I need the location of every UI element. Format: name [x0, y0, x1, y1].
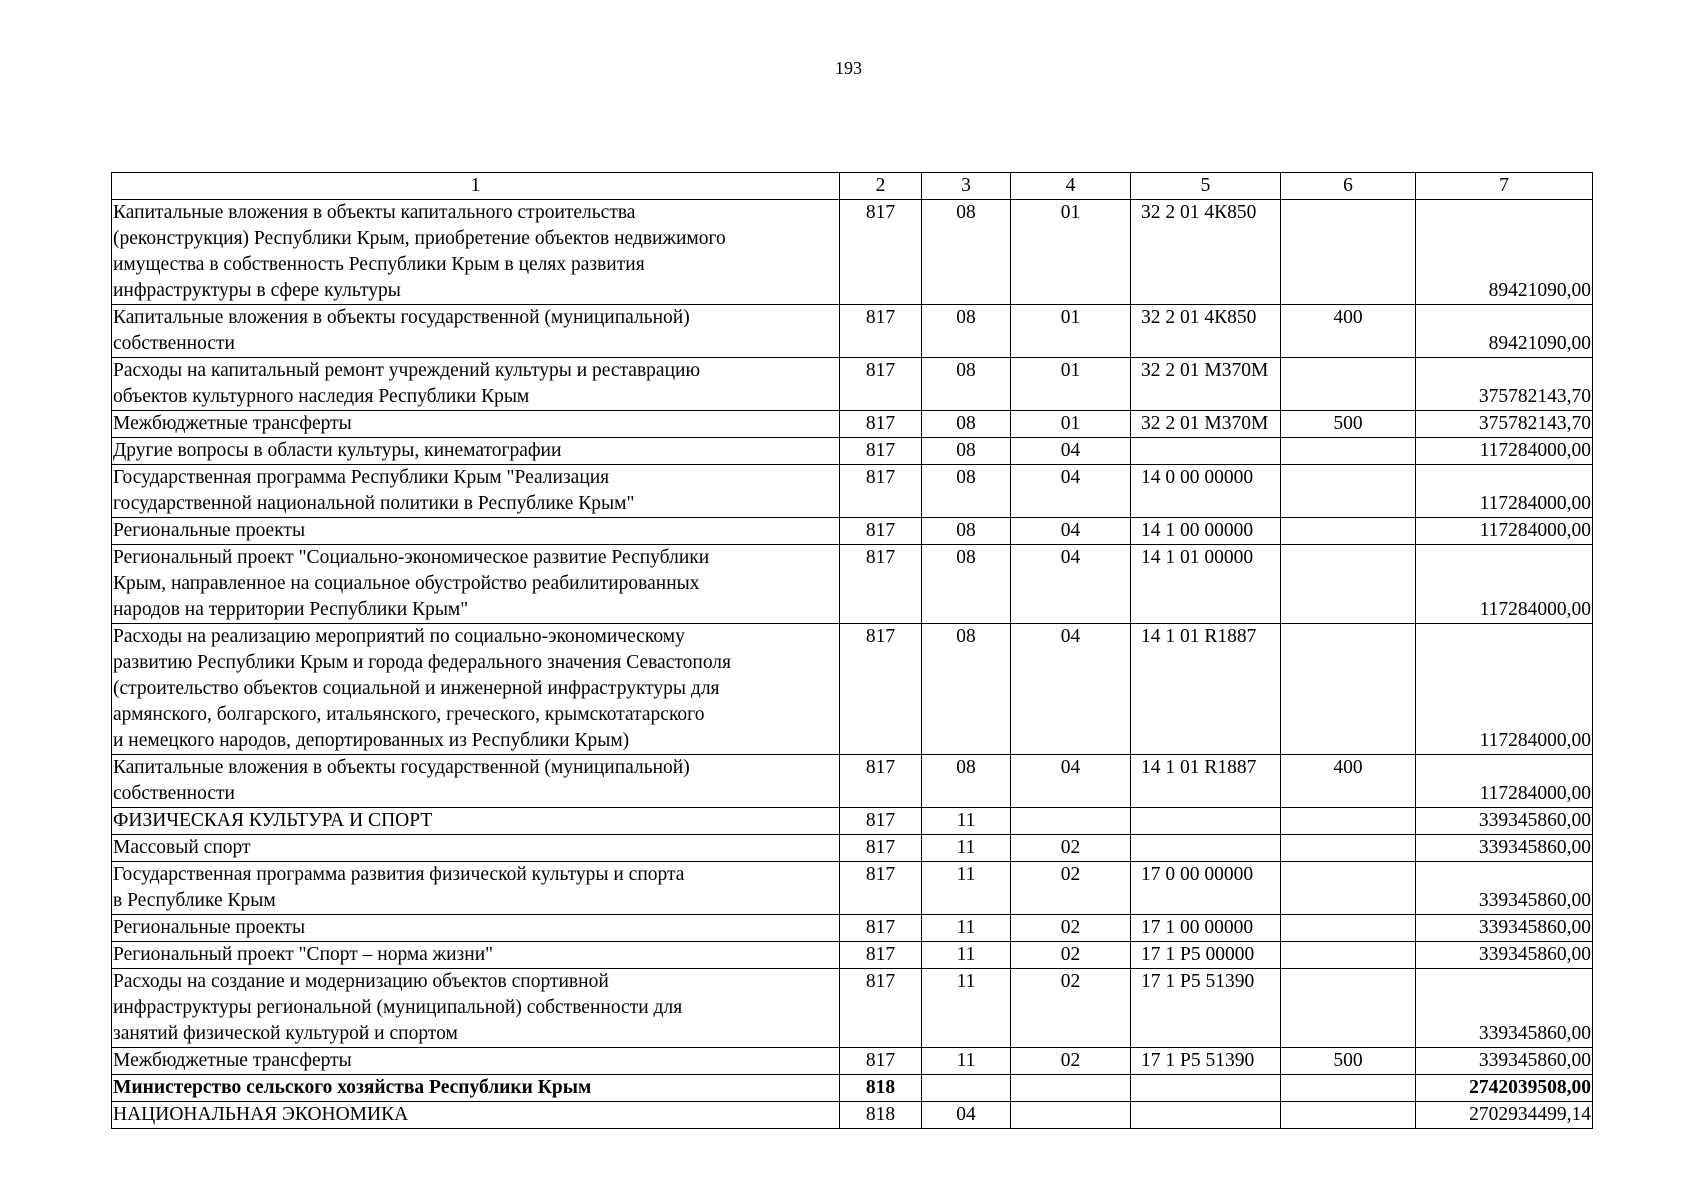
amount-cell: 375782143,70 — [1416, 358, 1593, 411]
ministry-code-cell: 817 — [840, 545, 922, 624]
ministry-code-cell: 817 — [840, 862, 922, 915]
description-line: развитию Республики Крым и города федерального значения Севастополя — [113, 652, 732, 673]
description-cell — [112, 915, 840, 942]
description-line: Государственная программа развития физической культуры и спорта — [113, 864, 685, 885]
section-code-cell: 08 — [922, 200, 1011, 305]
column-header-1: 1 — [112, 173, 840, 200]
table-row — [112, 438, 1593, 465]
ministry-code-cell: 817 — [840, 624, 922, 755]
ministry-code-cell: 817 — [840, 465, 922, 518]
table-row — [112, 358, 1593, 411]
column-header-3: 3 — [922, 173, 1011, 200]
subsection-code-cell: 01 — [1011, 358, 1131, 411]
table-row — [112, 915, 1593, 942]
description-line: Капитальные вложения в объекты капитального строительства — [113, 202, 636, 223]
subsection-code-cell: 04 — [1011, 438, 1131, 465]
subsection-code-cell: 02 — [1011, 942, 1131, 969]
subsection-code-cell — [1011, 1102, 1131, 1129]
description-line: Расходы на реализацию мероприятий по социально-экономическому — [113, 626, 685, 647]
ministry-code-cell: 817 — [840, 1048, 922, 1075]
description-line: Крым, направленное на социальное обустройство реабилитированных — [113, 573, 700, 594]
description-line: Расходы на создание и модернизацию объектов спортивной — [113, 971, 609, 992]
column-header-5: 5 — [1131, 173, 1281, 200]
table-row — [112, 942, 1593, 969]
column-header-2: 2 — [840, 173, 922, 200]
table-row — [112, 1075, 1593, 1102]
description-cell — [112, 755, 840, 808]
ministry-code-cell: 817 — [840, 200, 922, 305]
expense-type-cell — [1281, 1075, 1416, 1102]
expense-type-cell — [1281, 1102, 1416, 1129]
subsection-code-cell: 02 — [1011, 915, 1131, 942]
target-article-cell: 32 2 01 4К850 — [1131, 305, 1281, 358]
target-article-cell: 32 2 01 4К850 — [1131, 200, 1281, 305]
description-cell — [112, 1102, 840, 1129]
expense-type-cell — [1281, 862, 1416, 915]
description-line: Массовый спорт — [113, 837, 251, 858]
section-code-cell: 11 — [922, 1048, 1011, 1075]
section-code-cell: 11 — [922, 835, 1011, 862]
table-row — [112, 200, 1593, 305]
target-article-cell — [1131, 835, 1281, 862]
target-article-cell: 17 0 00 00000 — [1131, 862, 1281, 915]
section-code-cell: 08 — [922, 411, 1011, 438]
description-cell — [112, 969, 840, 1048]
amount-cell: 339345860,00 — [1416, 969, 1593, 1048]
page-number: 193 — [835, 58, 862, 78]
amount-cell: 117284000,00 — [1416, 518, 1593, 545]
target-article-cell — [1131, 808, 1281, 835]
subsection-code-cell: 04 — [1011, 545, 1131, 624]
expense-type-cell: 400 — [1281, 755, 1416, 808]
section-code-cell: 11 — [922, 808, 1011, 835]
amount-cell: 375782143,70 — [1416, 411, 1593, 438]
description-line: Капитальные вложения в объекты государственной (муниципальной) — [113, 307, 690, 328]
ministry-code-cell: 817 — [840, 915, 922, 942]
description-cell — [112, 411, 840, 438]
description-line: занятий физической культурой и спортом — [113, 1023, 458, 1044]
description-line: Региональные проекты — [113, 917, 306, 938]
ministry-code-cell: 817 — [840, 438, 922, 465]
description-line: в Республике Крым — [113, 890, 276, 911]
description-line: Межбюджетные трансферты — [113, 413, 352, 434]
table-row — [112, 411, 1593, 438]
subsection-code-cell: 01 — [1011, 200, 1131, 305]
amount-cell: 339345860,00 — [1416, 942, 1593, 969]
expense-type-cell — [1281, 942, 1416, 969]
target-article-cell: 14 1 01 R1887 — [1131, 624, 1281, 755]
section-code-cell: 11 — [922, 862, 1011, 915]
ministry-code-cell: 817 — [840, 518, 922, 545]
description-line: народов на территории Республики Крым" — [113, 599, 469, 620]
table-row — [112, 518, 1593, 545]
description-cell — [112, 200, 840, 305]
table-row — [112, 1102, 1593, 1129]
target-article-cell: 14 1 00 00000 — [1131, 518, 1281, 545]
subsection-code-cell: 02 — [1011, 835, 1131, 862]
description-line: Государственная программа Республики Крым "Реализация — [113, 467, 610, 488]
description-cell — [112, 358, 840, 411]
section-code-cell: 08 — [922, 465, 1011, 518]
amount-cell: 2702934499,14 — [1416, 1102, 1593, 1129]
expense-type-cell — [1281, 200, 1416, 305]
expense-type-cell: 500 — [1281, 411, 1416, 438]
amount-cell: 117284000,00 — [1416, 465, 1593, 518]
description-line: НАЦИОНАЛЬНАЯ ЭКОНОМИКА — [113, 1104, 409, 1125]
subsection-code-cell: 02 — [1011, 862, 1131, 915]
description-cell — [112, 545, 840, 624]
expense-type-cell — [1281, 545, 1416, 624]
section-code-cell: 08 — [922, 438, 1011, 465]
description-line: Другие вопросы в области культуры, кинематографии — [113, 440, 562, 461]
table-row — [112, 969, 1593, 1048]
section-code-cell: 08 — [922, 358, 1011, 411]
header-row — [112, 173, 1593, 200]
ministry-code-cell: 817 — [840, 835, 922, 862]
table-row — [112, 808, 1593, 835]
section-code-cell: 08 — [922, 518, 1011, 545]
ministry-code-cell: 817 — [840, 305, 922, 358]
target-article-cell: 32 2 01 М370М — [1131, 358, 1281, 411]
column-header-4: 4 — [1011, 173, 1131, 200]
column-header-7: 7 — [1416, 173, 1593, 200]
description-cell — [112, 835, 840, 862]
amount-cell: 339345860,00 — [1416, 915, 1593, 942]
amount-cell: 89421090,00 — [1416, 305, 1593, 358]
amount-cell: 117284000,00 — [1416, 755, 1593, 808]
amount-cell: 339345860,00 — [1416, 808, 1593, 835]
amount-cell: 117284000,00 — [1416, 438, 1593, 465]
target-article-cell: 17 1 Р5 51390 — [1131, 1048, 1281, 1075]
ministry-code-cell: 817 — [840, 969, 922, 1048]
section-code-cell: 08 — [922, 624, 1011, 755]
subsection-code-cell: 01 — [1011, 305, 1131, 358]
expense-type-cell: 400 — [1281, 305, 1416, 358]
description-line: государственной национальной политики в Республике Крым" — [113, 493, 635, 514]
section-code-cell: 08 — [922, 755, 1011, 808]
description-line: Капитальные вложения в объекты государственной (муниципальной) — [113, 757, 690, 778]
amount-cell: 117284000,00 — [1416, 624, 1593, 755]
expense-type-cell — [1281, 518, 1416, 545]
subsection-code-cell — [1011, 1075, 1131, 1102]
subsection-code-cell: 02 — [1011, 969, 1131, 1048]
table-row — [112, 465, 1593, 518]
ministry-code-cell: 817 — [840, 411, 922, 438]
subsection-code-cell: 04 — [1011, 465, 1131, 518]
amount-cell: 339345860,00 — [1416, 1048, 1593, 1075]
description-line: Расходы на капитальный ремонт учреждений культуры и реставрацию — [113, 360, 701, 381]
subsection-code-cell: 01 — [1011, 411, 1131, 438]
description-cell — [112, 465, 840, 518]
target-article-cell: 17 1 Р5 00000 — [1131, 942, 1281, 969]
description-line: армянского, болгарского, итальянского, греческого, крымскотатарского — [113, 704, 705, 725]
target-article-cell: 14 1 01 00000 — [1131, 545, 1281, 624]
description-line: имущества в собственность Республики Крым в целях развития — [113, 254, 645, 275]
description-cell — [112, 518, 840, 545]
section-code-cell: 11 — [922, 969, 1011, 1048]
description-cell — [112, 624, 840, 755]
description-cell — [112, 808, 840, 835]
ministry-code-cell: 817 — [840, 755, 922, 808]
ministry-code-cell: 817 — [840, 358, 922, 411]
description-cell — [112, 438, 840, 465]
target-article-cell: 17 1 Р5 51390 — [1131, 969, 1281, 1048]
target-article-cell — [1131, 1075, 1281, 1102]
description-line: и немецкого народов, депортированных из Республики Крым) — [113, 730, 630, 751]
expense-type-cell — [1281, 969, 1416, 1048]
subsection-code-cell — [1011, 808, 1131, 835]
section-code-cell: 04 — [922, 1102, 1011, 1129]
description-line: собственности — [113, 783, 235, 804]
amount-cell: 339345860,00 — [1416, 862, 1593, 915]
amount-cell: 2742039508,00 — [1416, 1075, 1593, 1102]
expense-type-cell — [1281, 808, 1416, 835]
target-article-cell: 32 2 01 М370М — [1131, 411, 1281, 438]
table-row — [112, 755, 1593, 808]
expense-type-cell — [1281, 624, 1416, 755]
description-line: Министерство сельского хозяйства Республики Крым — [113, 1077, 592, 1098]
amount-cell: 339345860,00 — [1416, 835, 1593, 862]
table-row — [112, 862, 1593, 915]
description-line: ФИЗИЧЕСКАЯ КУЛЬТУРА И СПОРТ — [113, 810, 433, 831]
column-header-6: 6 — [1281, 173, 1416, 200]
table-row — [112, 1048, 1593, 1075]
target-article-cell: 14 0 00 00000 — [1131, 465, 1281, 518]
section-code-cell: 08 — [922, 545, 1011, 624]
description-line: Региональный проект "Спорт – норма жизни" — [113, 944, 494, 965]
subsection-code-cell: 04 — [1011, 518, 1131, 545]
description-line: инфраструктуры региональной (муниципальной) собственности для — [113, 997, 683, 1018]
table-row — [112, 545, 1593, 624]
description-line: Региональный проект "Социально-экономическое развитие Республики — [113, 547, 710, 568]
expense-type-cell — [1281, 835, 1416, 862]
subsection-code-cell: 04 — [1011, 624, 1131, 755]
description-cell — [112, 862, 840, 915]
section-code-cell: 11 — [922, 915, 1011, 942]
target-article-cell: 14 1 01 R1887 — [1131, 755, 1281, 808]
description-cell — [112, 1048, 840, 1075]
description-cell — [112, 942, 840, 969]
ministry-code-cell: 818 — [840, 1102, 922, 1129]
section-code-cell: 11 — [922, 942, 1011, 969]
table-row — [112, 305, 1593, 358]
target-article-cell — [1131, 1102, 1281, 1129]
ministry-code-cell: 817 — [840, 942, 922, 969]
description-line: Межбюджетные трансферты — [113, 1050, 352, 1071]
subsection-code-cell: 02 — [1011, 1048, 1131, 1075]
expense-type-cell — [1281, 465, 1416, 518]
subsection-code-cell: 04 — [1011, 755, 1131, 808]
table-row — [112, 624, 1593, 755]
description-line: (строительство объектов социальной и инженерной инфраструктуры для — [113, 678, 720, 699]
target-article-cell — [1131, 438, 1281, 465]
target-article-cell: 17 1 00 00000 — [1131, 915, 1281, 942]
expense-type-cell — [1281, 915, 1416, 942]
description-cell — [112, 1075, 840, 1102]
expense-type-cell: 500 — [1281, 1048, 1416, 1075]
description-line: объектов культурного наследия Республики Крым — [113, 386, 530, 407]
table-row — [112, 835, 1593, 862]
description-line: (реконструкция) Республики Крым, приобретение объектов недвижимого — [113, 228, 726, 249]
budget-table — [111, 172, 1593, 1129]
ministry-code-cell: 818 — [840, 1075, 922, 1102]
ministry-code-cell: 817 — [840, 808, 922, 835]
description-line: инфраструктуры в сфере культуры — [113, 280, 401, 301]
amount-cell: 117284000,00 — [1416, 545, 1593, 624]
section-code-cell: 08 — [922, 305, 1011, 358]
description-cell — [112, 305, 840, 358]
description-line: собственности — [113, 333, 235, 354]
description-line: Региональные проекты — [113, 520, 306, 541]
expense-type-cell — [1281, 358, 1416, 411]
amount-cell: 89421090,00 — [1416, 200, 1593, 305]
expense-type-cell — [1281, 438, 1416, 465]
section-code-cell — [922, 1075, 1011, 1102]
